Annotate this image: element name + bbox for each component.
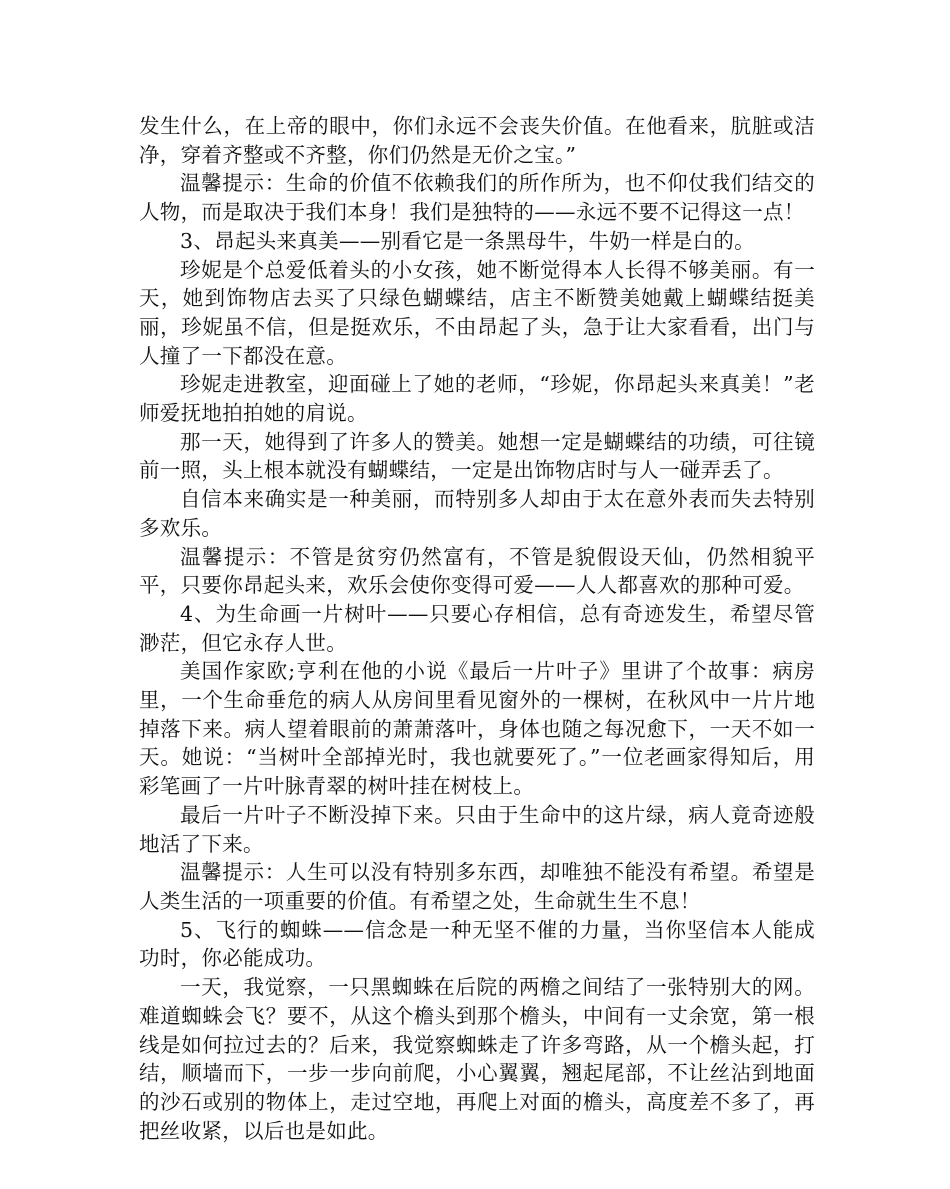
document-body [139,112,815,1145]
paragraph-jenny-2: 珍妮走进教室，迎面碰上了她的老师，“珍妮，你昂起头来真美！”老师爱抚地拍拍她的肩说。 [139,372,815,426]
paragraph-continuation: 发生什么，在上帝的眼中，你们永远不会丧失价值。在他看来，肮脏或洁净，穿着齐整或不齐整，你们仍然是无价之宝。” [139,114,815,167]
paragraph-heading-3: 3、昂起头来真美——别看它是一条黑母牛，牛奶一样是白的。 [180,228,755,253]
paragraph-heading-4: 4、为生命画一片树叶——只要心存相信，总有奇迹发生，希望尽管渺茫，但它永存人世。 [139,601,815,655]
paragraph-jenny-1: 珍妮是个总爱低着头的小女孩，她不断觉得本人长得不够美丽。有一天，她到饰物店去买了只绿色蝴蝶结，店主不断赞美她戴上蝴蝶结挺美丽，珍妮虽不信，但是挺欢乐，不由昂起了头，急于让大家看看，出门与人撞了一下都没在意。 [139,257,815,368]
paragraph-heading-5: 5、飞行的蜘蛛——信念是一种无坚不催的力量，当你坚信本人能成功时，你必能成功。 [139,917,815,971]
paragraph-tip-3: 温馨提示：人生可以没有特别多东西，却唯独不能没有希望。希望是人类生活的一项重要的价值。有希望之处，生命就生生不息！ [139,860,815,913]
paragraph-jenny-3: 那一天，她得到了许多人的赞美。她想一定是蝴蝶结的功绩，可往镜前一照，头上根本就没有蝴蝶结，一定是出饰物店时与人一碰弄丢了。 [139,429,815,483]
paragraph-tip-1: 温馨提示：生命的价值不依赖我们的所作所为，也不仰仗我们结交的人物，而是取决于我们本身！我们是独特的——永远不要不记得这一点！ [139,171,815,225]
paragraph-tip-2: 温馨提示：不管是贫穷仍然富有，不管是貌假设天仙，仍然相貌平平，只要你昂起头来，欢乐会使你变得可爱——人人都喜欢的那种可爱。 [139,544,815,598]
paragraph-spider: 一天，我觉察，一只黑蜘蛛在后院的两檐之间结了一张特别大的网。难道蜘蛛会飞？要不，从这个檐头到那个檐头，中间有一丈余宽，第一根线是如何拉过去的？后来，我觉察蜘蛛走了许多弯路，从一个檐头起，打结，顺墙而下，一步一步向前爬，小心翼翼，翘起尾部，不让丝沾到地面的沙石或别的物体上，走过空地，再爬上对面的檐头，高度差不多了，再把丝收紧，以后也是如此。 [139,975,815,1143]
paragraph-confidence: 自信本来确实是一种美丽，而特别多人却由于太在意外表而失去特别多欢乐。 [139,487,815,540]
paragraph-last-leaf-2: 最后一片叶子不断没掉下来。只由于生命中的这片绿，病人竟奇迹般地活了下来。 [139,802,815,856]
paragraph-last-leaf-1: 美国作家欧;亨利在他的小说《最后一片叶子》里讲了个故事：病房里，一个生命垂危的病人从房间里看见窗外的一棵树，在秋风中一片片地掉落下来。病人望着眼前的萧萧落叶，身体也随之每况愈下，一天不如一天。她说：“当树叶全部掉光时，我也就要死了。”一位老画家得知后，用彩笔画了一片叶脉青翠的树叶挂在树枝上。 [139,659,815,799]
